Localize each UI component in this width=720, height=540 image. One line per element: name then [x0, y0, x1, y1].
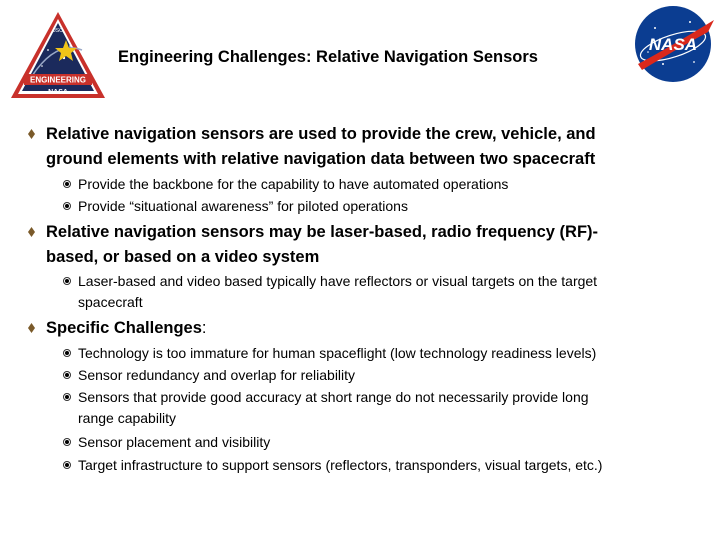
bullet-3-sub-4-text: Sensor placement and visibility — [78, 434, 271, 450]
bullet-1-line-1: Relative navigation sensors are used to provide the crew, vehicle, and — [46, 125, 596, 143]
bullet-1-sub-2 — [78, 196, 698, 217]
bullet-3-colon: : — [201, 319, 207, 337]
bullet-2-sub-1-line-1: Laser-based and video based typically have reflectors or visual targets on the target — [78, 273, 598, 289]
round-bullet-icon — [63, 180, 71, 188]
bullet-2 — [46, 220, 686, 270]
badge-band-text: ENGINEERING — [29, 75, 87, 85]
bullet-1-sub-1-text: Provide the backbone for the capability to have automated operations — [78, 176, 509, 192]
bullet-2-line-1: Relative navigation sensors may be laser-based, radio frequency (RF)- — [46, 223, 599, 241]
diamond-bullet-icon — [28, 129, 35, 139]
bullet-3-sub-2 — [78, 365, 698, 386]
bullet-3 — [46, 316, 686, 341]
diamond-bullet-icon — [28, 323, 35, 333]
bullet-3-sub-5-text: Target infrastructure to support sensors (reflectors, transponders, visual targets, etc.) — [78, 457, 603, 473]
bullet-3-sub-3 — [78, 387, 698, 429]
bullet-3-sub-4 — [78, 432, 698, 453]
diamond-bullet-icon — [28, 227, 35, 237]
bullet-1-sub-1 — [78, 174, 698, 195]
bullet-1-line-2: ground elements with relative navigation data between two spacecraft — [46, 150, 596, 168]
badge-top-text: JSC — [53, 28, 63, 34]
bullet-2-line-2: based, or based on a video system — [46, 248, 320, 266]
round-bullet-icon — [63, 461, 71, 469]
round-bullet-icon — [63, 349, 71, 357]
bullet-3-sub-1 — [78, 343, 698, 364]
round-bullet-icon — [63, 393, 71, 401]
round-bullet-icon — [63, 202, 71, 210]
bullet-3-sub-5 — [78, 455, 698, 476]
bullet-1-sub-2-text: Provide “situational awareness” for piloted operations — [78, 198, 408, 214]
round-bullet-icon — [63, 438, 71, 446]
bullet-3-text: Specific Challenges — [46, 319, 202, 337]
bullet-1 — [46, 122, 686, 172]
bullet-3-sub-3-line-1: Sensors that provide good accuracy at short range do not necessarily provide long — [78, 389, 589, 405]
round-bullet-icon — [63, 371, 71, 379]
bullet-3-sub-3-line-2: range capability — [78, 410, 177, 426]
nasa-logo-text: NASA — [648, 35, 698, 54]
bullet-2-sub-1 — [78, 271, 698, 313]
badge-bottom-text: NASA — [48, 89, 68, 96]
slide-title: Engineering Challenges: Relative Navigation Sensors — [118, 48, 538, 66]
bullet-2-sub-1-line-2: spacecraft — [78, 294, 143, 310]
bullet-3-sub-2-text: Sensor redundancy and overlap for reliability — [78, 367, 356, 383]
round-bullet-icon — [63, 277, 71, 285]
bullet-3-sub-1-text: Technology is too immature for human spaceflight (low technology readiness levels) — [78, 345, 597, 361]
